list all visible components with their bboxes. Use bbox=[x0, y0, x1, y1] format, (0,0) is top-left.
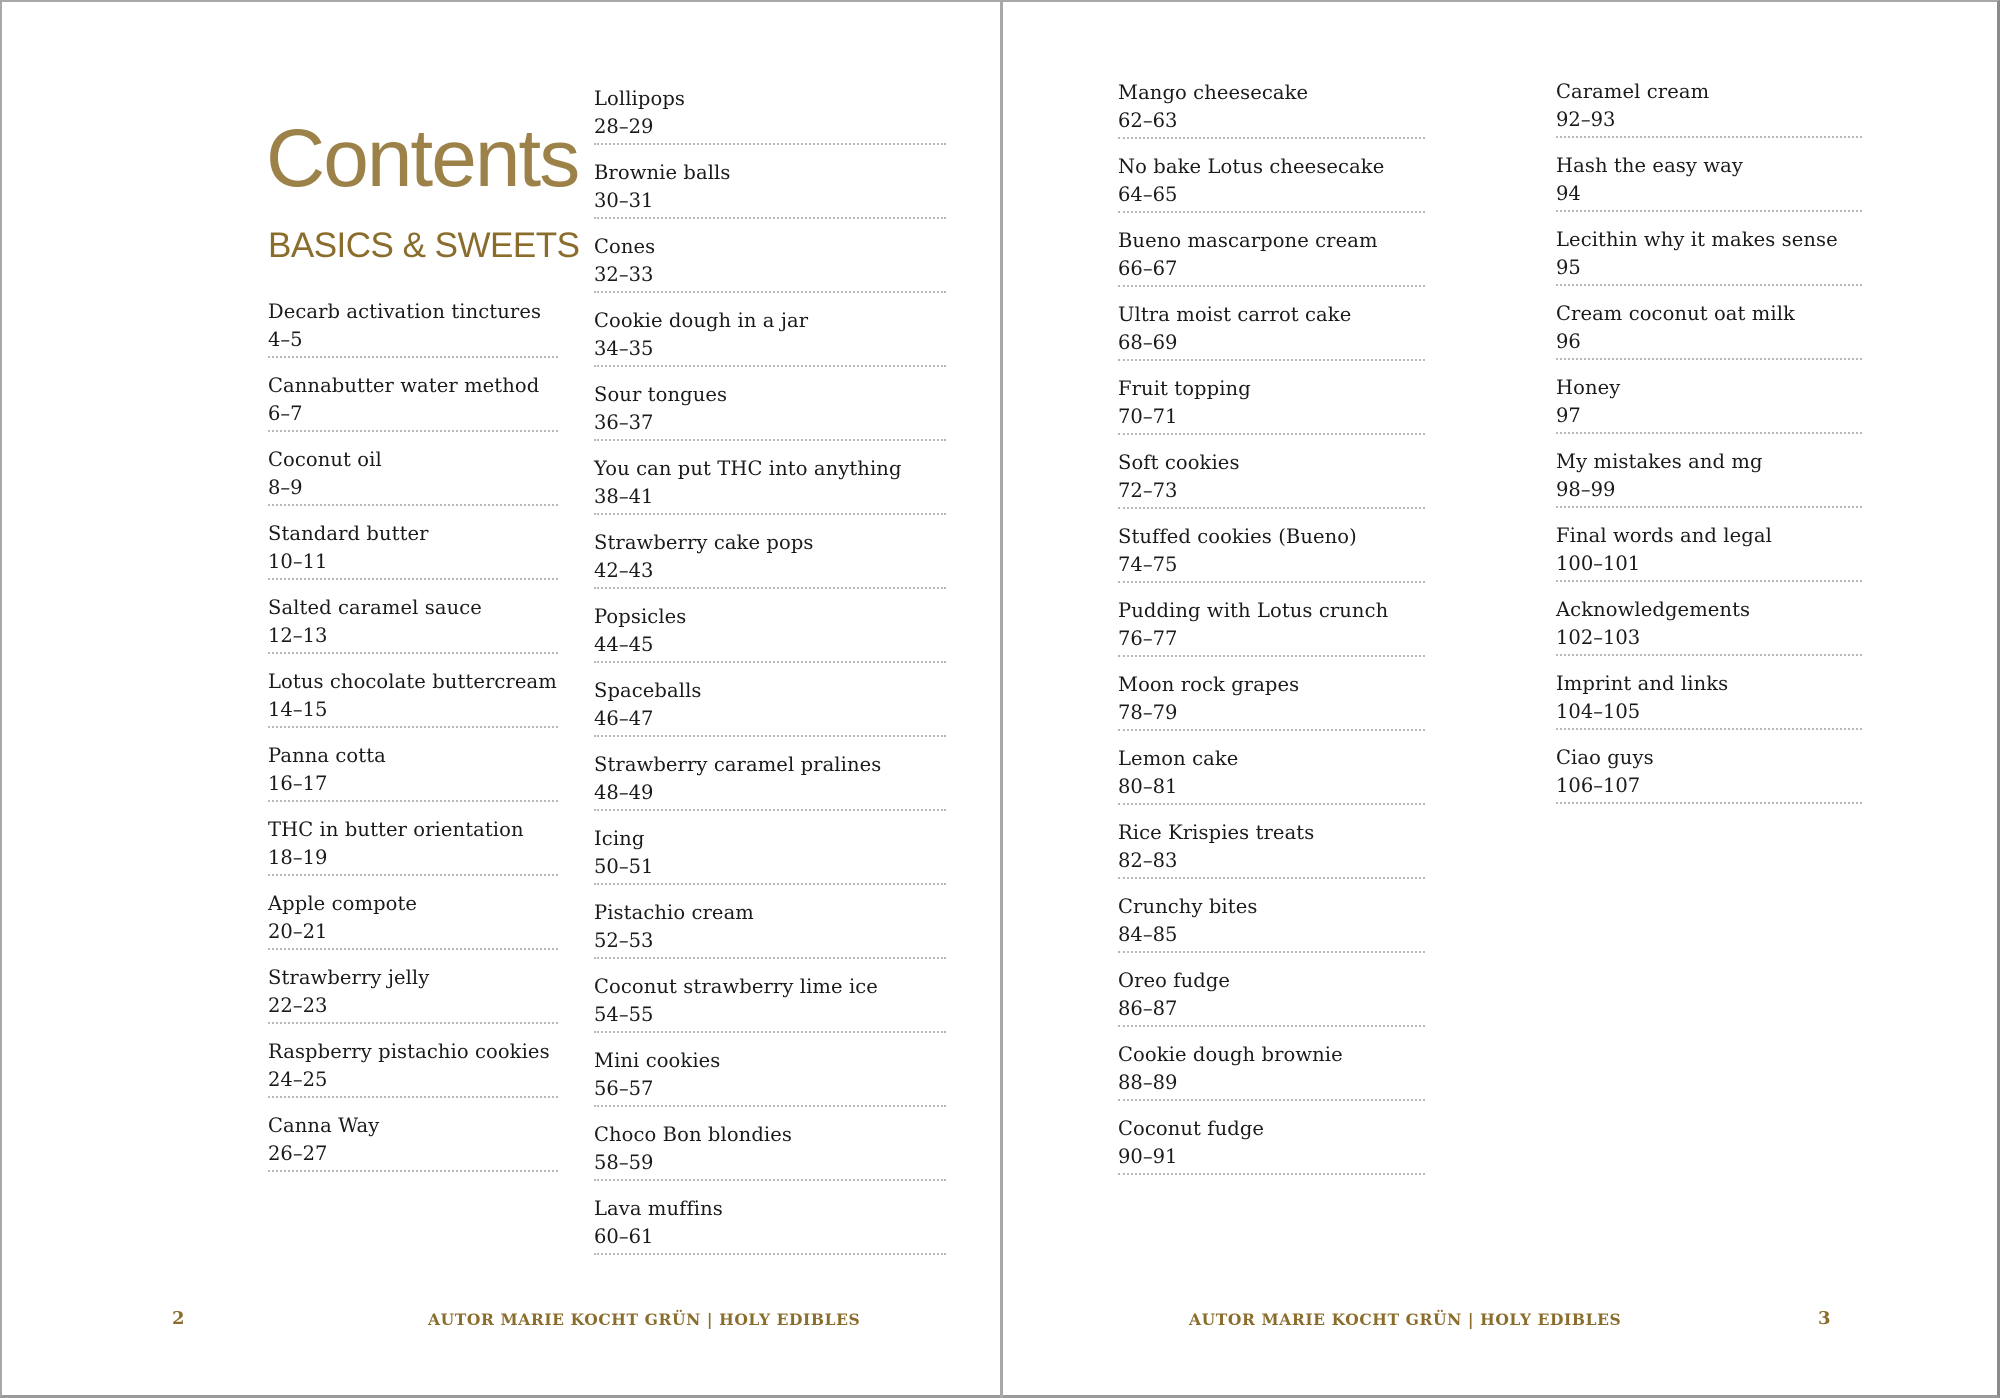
toc-entry-title: Decarb activation tinctures bbox=[268, 300, 542, 323]
toc-entry[interactable] bbox=[594, 973, 946, 1047]
toc-entry-title: Honey bbox=[1556, 376, 1621, 399]
toc-entry[interactable] bbox=[268, 964, 558, 1038]
toc-entry[interactable] bbox=[1118, 893, 1425, 967]
toc-entry[interactable] bbox=[594, 1121, 946, 1195]
toc-entry-pages: 22–23 bbox=[268, 994, 328, 1017]
toc-entry-pages: 84–85 bbox=[1118, 923, 1178, 946]
toc-entry-title: Moon rock grapes bbox=[1118, 673, 1300, 696]
toc-entry-title: Caramel cream bbox=[1556, 80, 1710, 103]
toc-entry-pages: 97 bbox=[1556, 404, 1581, 427]
toc-entry[interactable] bbox=[594, 455, 946, 529]
toc-entry-pages: 60–61 bbox=[594, 1225, 654, 1248]
toc-entry-leader bbox=[594, 899, 946, 959]
toc-entry-pages: 44–45 bbox=[594, 633, 654, 656]
section-heading: BASICS & SWEETS bbox=[268, 226, 580, 265]
toc-entry-title: Salted caramel sauce bbox=[268, 596, 482, 619]
toc-entry-title: Popsicles bbox=[594, 605, 687, 628]
toc-entry[interactable] bbox=[1118, 301, 1425, 375]
toc-entry-pages: 78–79 bbox=[1118, 701, 1178, 724]
toc-entry[interactable] bbox=[268, 668, 558, 742]
toc-entry-leader bbox=[268, 1038, 558, 1098]
toc-entry-leader bbox=[594, 159, 946, 219]
toc-entry-leader bbox=[594, 677, 946, 737]
toc-entry-pages: 64–65 bbox=[1118, 183, 1178, 206]
toc-entry-leader bbox=[1556, 744, 1862, 804]
toc-entry-leader bbox=[1118, 227, 1425, 287]
toc-entry-title: Cookie dough brownie bbox=[1118, 1043, 1343, 1066]
toc-entry-pages: 8–9 bbox=[268, 476, 303, 499]
toc-entry[interactable] bbox=[1118, 597, 1425, 671]
toc-entry-pages: 72–73 bbox=[1118, 479, 1178, 502]
toc-entry-pages: 92–93 bbox=[1556, 108, 1616, 131]
toc-entry[interactable] bbox=[594, 233, 946, 307]
toc-entry-pages: 66–67 bbox=[1118, 257, 1178, 280]
toc-entry-leader bbox=[268, 520, 558, 580]
toc-entry[interactable] bbox=[1556, 300, 1862, 374]
toc-entry[interactable] bbox=[1556, 744, 1862, 818]
toc-entry-leader bbox=[268, 298, 558, 358]
toc-entry-pages: 74–75 bbox=[1118, 553, 1178, 576]
toc-entry[interactable] bbox=[1118, 745, 1425, 819]
toc-entry-pages: 16–17 bbox=[268, 772, 328, 795]
toc-entry[interactable] bbox=[1556, 226, 1862, 300]
toc-entry-leader bbox=[1118, 153, 1425, 213]
toc-entry-leader bbox=[594, 455, 946, 515]
toc-entry-title: Standard butter bbox=[268, 522, 429, 545]
right-page bbox=[1003, 0, 2000, 1398]
toc-column-2 bbox=[594, 85, 946, 1269]
toc-entry-leader bbox=[594, 233, 946, 293]
toc-entry-pages: 28–29 bbox=[594, 115, 654, 138]
toc-entry[interactable] bbox=[594, 825, 946, 899]
toc-entry[interactable] bbox=[1118, 671, 1425, 745]
toc-entry-leader bbox=[1556, 448, 1862, 508]
toc-entry-title: Imprint and links bbox=[1556, 672, 1729, 695]
toc-entry[interactable] bbox=[1556, 78, 1862, 152]
toc-entry-pages: 95 bbox=[1556, 256, 1581, 279]
toc-entry-title: Spaceballs bbox=[594, 679, 702, 702]
toc-entry[interactable] bbox=[268, 816, 558, 890]
toc-entry-leader bbox=[594, 529, 946, 589]
toc-entry-pages: 10–11 bbox=[268, 550, 328, 573]
toc-entry-pages: 104–105 bbox=[1556, 700, 1641, 723]
toc-entry-title: Lemon cake bbox=[1118, 747, 1239, 770]
footer-right: AUTOR MARIE KOCHT GRÜN | HOLY EDIBLES bbox=[1189, 1310, 1622, 1329]
toc-entry[interactable] bbox=[268, 1038, 558, 1112]
toc-entry[interactable] bbox=[594, 307, 946, 381]
toc-entry-title: Lava muffins bbox=[594, 1197, 723, 1220]
toc-entry[interactable] bbox=[1118, 79, 1425, 153]
toc-entry-pages: 94 bbox=[1556, 182, 1581, 205]
toc-entry-pages: 24–25 bbox=[268, 1068, 328, 1091]
toc-column-4 bbox=[1556, 78, 1862, 818]
toc-entry-pages: 26–27 bbox=[268, 1142, 328, 1165]
toc-entry-leader bbox=[594, 307, 946, 367]
toc-entry-leader bbox=[1556, 152, 1862, 212]
toc-entry-pages: 80–81 bbox=[1118, 775, 1178, 798]
toc-entry-title: Icing bbox=[594, 827, 645, 850]
toc-entry-title: Lecithin why it makes sense bbox=[1556, 228, 1838, 251]
toc-entry-leader bbox=[594, 1121, 946, 1181]
toc-entry-pages: 52–53 bbox=[594, 929, 654, 952]
toc-entry-leader bbox=[1118, 375, 1425, 435]
toc-entry[interactable] bbox=[1118, 819, 1425, 893]
toc-entry-pages: 48–49 bbox=[594, 781, 654, 804]
toc-entry-leader bbox=[1118, 597, 1425, 657]
toc-entry-leader bbox=[268, 668, 558, 728]
toc-entry[interactable] bbox=[268, 890, 558, 964]
toc-entry-pages: 88–89 bbox=[1118, 1071, 1178, 1094]
toc-entry[interactable] bbox=[594, 529, 946, 603]
toc-entry-pages: 98–99 bbox=[1556, 478, 1616, 501]
toc-entry-title: Lotus chocolate buttercream bbox=[268, 670, 557, 693]
toc-entry-leader bbox=[1118, 1115, 1425, 1175]
toc-entry-pages: 54–55 bbox=[594, 1003, 654, 1026]
toc-entry-title: Stuffed cookies (Bueno) bbox=[1118, 525, 1357, 548]
toc-entry-leader bbox=[1556, 374, 1862, 434]
toc-entry-title: My mistakes and mg bbox=[1556, 450, 1763, 473]
toc-entry-leader bbox=[1118, 893, 1425, 953]
toc-entry-leader bbox=[268, 594, 558, 654]
toc-entry-leader bbox=[268, 372, 558, 432]
toc-entry-leader bbox=[1118, 301, 1425, 361]
toc-entry-leader bbox=[594, 603, 946, 663]
toc-entry[interactable] bbox=[1118, 1115, 1425, 1189]
toc-entry-pages: 62–63 bbox=[1118, 109, 1178, 132]
toc-entry[interactable] bbox=[594, 85, 946, 159]
toc-entry-leader bbox=[1118, 79, 1425, 139]
toc-entry-title: Coconut oil bbox=[268, 448, 382, 471]
toc-entry-leader bbox=[268, 964, 558, 1024]
toc-column-3 bbox=[1118, 79, 1425, 1189]
toc-entry[interactable] bbox=[268, 298, 558, 372]
toc-entry-title: Panna cotta bbox=[268, 744, 386, 767]
toc-entry[interactable] bbox=[268, 372, 558, 446]
toc-entry[interactable] bbox=[1556, 670, 1862, 744]
toc-entry-leader bbox=[268, 1112, 558, 1172]
toc-entry-title: Pudding with Lotus crunch bbox=[1118, 599, 1389, 622]
toc-entry-title: Mini cookies bbox=[594, 1049, 721, 1072]
toc-entry-title: Coconut strawberry lime ice bbox=[594, 975, 878, 998]
toc-entry[interactable] bbox=[1118, 153, 1425, 227]
toc-entry[interactable] bbox=[594, 751, 946, 825]
toc-entry-title: Ciao guys bbox=[1556, 746, 1654, 769]
toc-entry-leader bbox=[1118, 1041, 1425, 1101]
toc-entry-title: Choco Bon blondies bbox=[594, 1123, 792, 1146]
toc-entry-pages: 12–13 bbox=[268, 624, 328, 647]
page-number-right: 3 bbox=[1818, 1308, 1831, 1329]
toc-entry-title: Final words and legal bbox=[1556, 524, 1772, 547]
toc-entry-pages: 32–33 bbox=[594, 263, 654, 286]
toc-entry-leader bbox=[1556, 670, 1862, 730]
toc-entry-pages: 90–91 bbox=[1118, 1145, 1178, 1168]
toc-entry-pages: 58–59 bbox=[594, 1151, 654, 1174]
toc-entry-leader bbox=[1556, 78, 1862, 138]
toc-entry-pages: 56–57 bbox=[594, 1077, 654, 1100]
toc-entry-leader bbox=[594, 1195, 946, 1255]
toc-entry-title: Mango cheesecake bbox=[1118, 81, 1309, 104]
toc-entry[interactable] bbox=[594, 159, 946, 233]
toc-entry-title: Apple compote bbox=[268, 892, 418, 915]
toc-entry[interactable] bbox=[268, 446, 558, 520]
toc-entry-leader bbox=[1118, 449, 1425, 509]
page-number-left: 2 bbox=[172, 1308, 185, 1329]
toc-entry-leader bbox=[268, 890, 558, 950]
toc-entry-title: Strawberry jelly bbox=[268, 966, 430, 989]
toc-entry-pages: 82–83 bbox=[1118, 849, 1178, 872]
toc-entry-pages: 46–47 bbox=[594, 707, 654, 730]
toc-entry[interactable] bbox=[1118, 375, 1425, 449]
toc-entry-leader bbox=[1556, 300, 1862, 360]
toc-entry-title: Bueno mascarpone cream bbox=[1118, 229, 1378, 252]
toc-entry-title: Ultra moist carrot cake bbox=[1118, 303, 1352, 326]
toc-entry-pages: 18–19 bbox=[268, 846, 328, 869]
toc-entry-pages: 106–107 bbox=[1556, 774, 1641, 797]
toc-entry[interactable] bbox=[1118, 523, 1425, 597]
toc-entry-pages: 6–7 bbox=[268, 402, 303, 425]
toc-entry-pages: 30–31 bbox=[594, 189, 654, 212]
toc-entry[interactable] bbox=[1118, 967, 1425, 1041]
toc-entry-title: Strawberry cake pops bbox=[594, 531, 814, 554]
toc-entry[interactable] bbox=[1118, 449, 1425, 523]
page-title: Contents bbox=[266, 113, 579, 204]
toc-entry[interactable] bbox=[594, 1195, 946, 1269]
toc-entry-pages: 38–41 bbox=[594, 485, 654, 508]
toc-entry-title: Oreo fudge bbox=[1118, 969, 1231, 992]
toc-entry-title: THC in butter orientation bbox=[268, 818, 524, 841]
toc-entry[interactable] bbox=[268, 742, 558, 816]
toc-entry[interactable] bbox=[594, 1047, 946, 1121]
toc-entry[interactable] bbox=[1118, 227, 1425, 301]
toc-entry-pages: 50–51 bbox=[594, 855, 654, 878]
toc-entry-pages: 14–15 bbox=[268, 698, 328, 721]
toc-entry[interactable] bbox=[1556, 596, 1862, 670]
toc-entry-pages: 70–71 bbox=[1118, 405, 1178, 428]
toc-entry[interactable] bbox=[594, 603, 946, 677]
toc-entry-leader bbox=[594, 85, 946, 145]
toc-entry-pages: 96 bbox=[1556, 330, 1581, 353]
toc-entry-title: Soft cookies bbox=[1118, 451, 1240, 474]
toc-entry[interactable] bbox=[1556, 374, 1862, 448]
toc-entry[interactable] bbox=[1118, 1041, 1425, 1115]
toc-entry-pages: 36–37 bbox=[594, 411, 654, 434]
toc-column-1 bbox=[268, 298, 558, 1186]
toc-entry[interactable] bbox=[1556, 522, 1862, 596]
toc-entry-title: Rice Krispies treats bbox=[1118, 821, 1315, 844]
toc-entry-title: Crunchy bites bbox=[1118, 895, 1258, 918]
toc-entry-title: Fruit topping bbox=[1118, 377, 1251, 400]
toc-entry-pages: 34–35 bbox=[594, 337, 654, 360]
toc-entry[interactable] bbox=[268, 520, 558, 594]
toc-entry-title: Lollipops bbox=[594, 87, 686, 110]
toc-entry-leader bbox=[594, 751, 946, 811]
toc-entry-leader bbox=[594, 825, 946, 885]
toc-entry-pages: 100–101 bbox=[1556, 552, 1641, 575]
toc-entry-title: You can put THC into anything bbox=[594, 457, 902, 480]
toc-entry-pages: 20–21 bbox=[268, 920, 328, 943]
toc-entry-title: Cones bbox=[594, 235, 656, 258]
toc-entry[interactable] bbox=[594, 677, 946, 751]
toc-entry-leader bbox=[1118, 671, 1425, 731]
toc-entry-leader bbox=[1556, 596, 1862, 656]
toc-entry-title: Sour tongues bbox=[594, 383, 728, 406]
toc-entry[interactable] bbox=[1556, 152, 1862, 226]
toc-entry-leader bbox=[268, 742, 558, 802]
toc-entry-pages: 68–69 bbox=[1118, 331, 1178, 354]
toc-entry-pages: 42–43 bbox=[594, 559, 654, 582]
toc-entry-pages: 86–87 bbox=[1118, 997, 1178, 1020]
toc-entry-leader bbox=[594, 1047, 946, 1107]
toc-entry-leader bbox=[268, 446, 558, 506]
toc-entry[interactable] bbox=[594, 899, 946, 973]
toc-entry-leader bbox=[1556, 226, 1862, 286]
toc-entry-leader bbox=[594, 381, 946, 441]
toc-entry-leader bbox=[1118, 819, 1425, 879]
footer-left: AUTOR MARIE KOCHT GRÜN | HOLY EDIBLES bbox=[428, 1310, 861, 1329]
toc-entry-title: Strawberry caramel pralines bbox=[594, 753, 882, 776]
toc-entry-leader bbox=[1556, 522, 1862, 582]
toc-entry-pages: 76–77 bbox=[1118, 627, 1178, 650]
toc-entry-title: Acknowledgements bbox=[1556, 598, 1751, 621]
toc-entry-leader bbox=[1118, 967, 1425, 1027]
toc-entry-title: No bake Lotus cheesecake bbox=[1118, 155, 1385, 178]
toc-entry-pages: 102–103 bbox=[1556, 626, 1641, 649]
toc-entry-pages: 4–5 bbox=[268, 328, 303, 351]
toc-entry-title: Cannabutter water method bbox=[268, 374, 540, 397]
toc-entry-title: Raspberry pistachio cookies bbox=[268, 1040, 550, 1063]
toc-entry-title: Coconut fudge bbox=[1118, 1117, 1265, 1140]
toc-entry[interactable] bbox=[594, 381, 946, 455]
toc-entry[interactable] bbox=[1556, 448, 1862, 522]
toc-entry-leader bbox=[268, 816, 558, 876]
toc-entry-title: Pistachio cream bbox=[594, 901, 754, 924]
toc-entry[interactable] bbox=[268, 1112, 558, 1186]
toc-entry-leader bbox=[1118, 745, 1425, 805]
toc-entry[interactable] bbox=[268, 594, 558, 668]
toc-entry-leader bbox=[1118, 523, 1425, 583]
toc-entry-title: Cream coconut oat milk bbox=[1556, 302, 1795, 325]
toc-entry-title: Canna Way bbox=[268, 1114, 380, 1137]
toc-entry-title: Cookie dough in a jar bbox=[594, 309, 809, 332]
toc-entry-title: Hash the easy way bbox=[1556, 154, 1743, 177]
toc-entry-title: Brownie balls bbox=[594, 161, 731, 184]
toc-entry-leader bbox=[594, 973, 946, 1033]
